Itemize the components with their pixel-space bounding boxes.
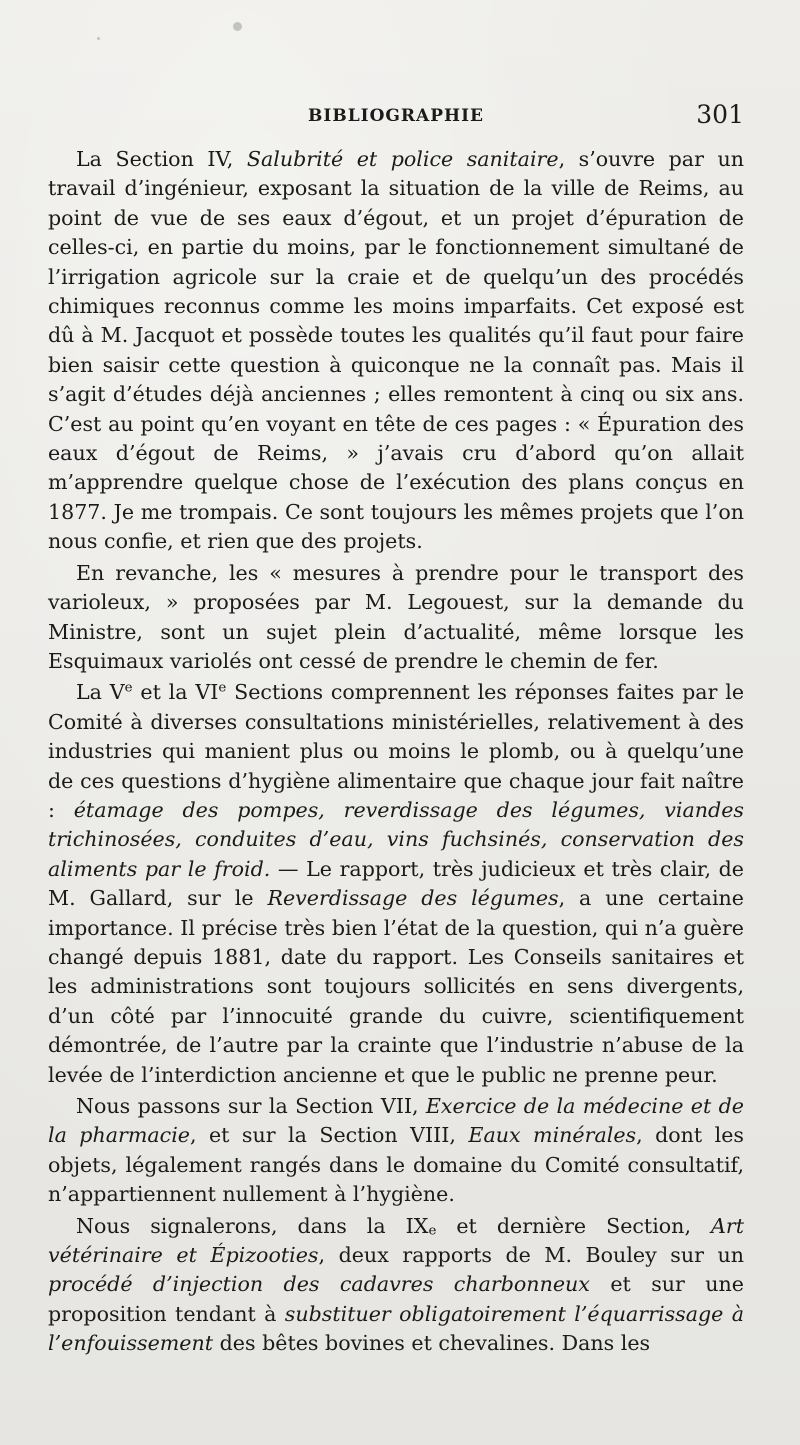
text-run: Nous passons sur la Section VII, <box>76 1094 426 1118</box>
text-run: La Section IV, <box>76 147 247 171</box>
text-run: En revanche, les « mesures à prendre pour le transport des varioleux, » proposées par M. Legouest, sur la demande du Ministre, sont un sujet plein d’actualité, même lorsque les Esquimaux variolés ont cessé de prendre le chemin de fer. <box>48 560 744 673</box>
italic-title: Art vétérinaire et Épizooties <box>48 1213 744 1268</box>
superscript: e <box>218 680 227 696</box>
italic-list: étamage des pompes, reverdissage des légumes, viandes trichinosées, conduites d’eau, vins fuchsinés, conservation des aliments par le froid. <box>48 797 744 881</box>
text-run: La V <box>76 680 125 705</box>
paragraph-section-iv <box>48 145 744 557</box>
italic-title: Salubrité et police sanitaire <box>246 147 559 171</box>
text-run: , a une certaine importance. Il précise très bien l’état de la question, qui n’a guère changé depuis 1881, date du rapport. Les Conseils sanitaires et les administrations sont toujours sollicités en sens divergents, d’un côté par l’innocuité grande du cuivre, scientifiquement démontrée, de l’autre par la crainte que l’industrie n’abuse de la levée de l’interdiction ancienne et que le public ne prenne peur. <box>48 886 744 1087</box>
text-run: et la VI <box>132 680 219 705</box>
text-run: , dont les objets, légalement rangés dans le domaine du Comité consultatif, n’appartiennent nullement à l’hygiène. <box>48 1123 744 1207</box>
paragraph-sections-vii-viii <box>48 1092 744 1210</box>
page-number: 301 <box>696 100 744 129</box>
text-run: — Le rapport, très judicieux et très clair, de M. Gallard, sur le <box>48 856 744 911</box>
text-run: et sur une proposition tendant à <box>48 1272 744 1326</box>
text-run: , s’ouvre par un travail d’ingénieur, exposant la situation de la ville de Reims, au point de vue de ses eaux d’égout, et un projet d’épuration de celles-ci, en partie du moins, par le fonctionnement simultané de l’irrigation agricole sur la craie et de quelqu’un des procédés chimiques reconnus comme les moins imparfaits. Cet exposé est dû à M. Jacquot et possède toutes les qualités qu’il faut pour faire bien saisir cette question à quiconque ne la connaît pas. Mais il s’agit d’études déjà anciennes ; elles remontent à cinq ou six ans. C’est au point qu’en voyant en tête de ces pages : « Épuration des eaux d’égout de Reims, » j’avais cru d’abord qu’on allait m’apprendre quelque chose de l’exécution des plans conçus en 1877. Je me trompais. Ce sont toujours les mêmes projets que l’on nous confie, et rien que des projets. <box>48 147 744 554</box>
paper-speck <box>233 22 242 31</box>
italic-title: Exercice de la médecine et de la pharmacie <box>48 1094 744 1148</box>
italic-title: Eaux minérales <box>468 1123 637 1148</box>
italic-title: Reverdissage des légumes <box>267 886 559 911</box>
body-text <box>48 145 744 1359</box>
paragraph-sections-v-vi <box>48 678 744 1090</box>
italic-title: substituer obligatoirement l’équarrissage à l’enfouissement <box>48 1301 744 1356</box>
paragraph-section-ix <box>48 1212 744 1359</box>
text-run: Sections comprennent les réponses faites par le Comité à diverses consultations ministérielles, relativement à des industries qui manient plus ou moins le plomb, ou à quelqu’une de ces questions d’hygiène alimentaire que chaque jour fait naître : <box>48 680 745 822</box>
italic-title: procédé d’injection des cadavres charbonneux <box>48 1272 590 1297</box>
text-run: des bêtes bovines et chevalines. Dans les <box>213 1331 651 1356</box>
running-head: BIBLIOGRAPHIE <box>308 106 484 126</box>
subscript: e <box>428 1222 437 1238</box>
text-run: , deux rapports de M. Bouley sur un <box>318 1243 744 1268</box>
superscript: e <box>124 680 133 696</box>
paper-speck <box>97 37 100 40</box>
text-run: , et sur la Section VIII, <box>190 1123 469 1148</box>
paragraph-varioleux <box>48 559 744 677</box>
page-header <box>48 100 744 134</box>
text-run: et dernière Section, <box>436 1213 711 1238</box>
text-run: Nous signalerons, dans la IX <box>76 1213 429 1238</box>
